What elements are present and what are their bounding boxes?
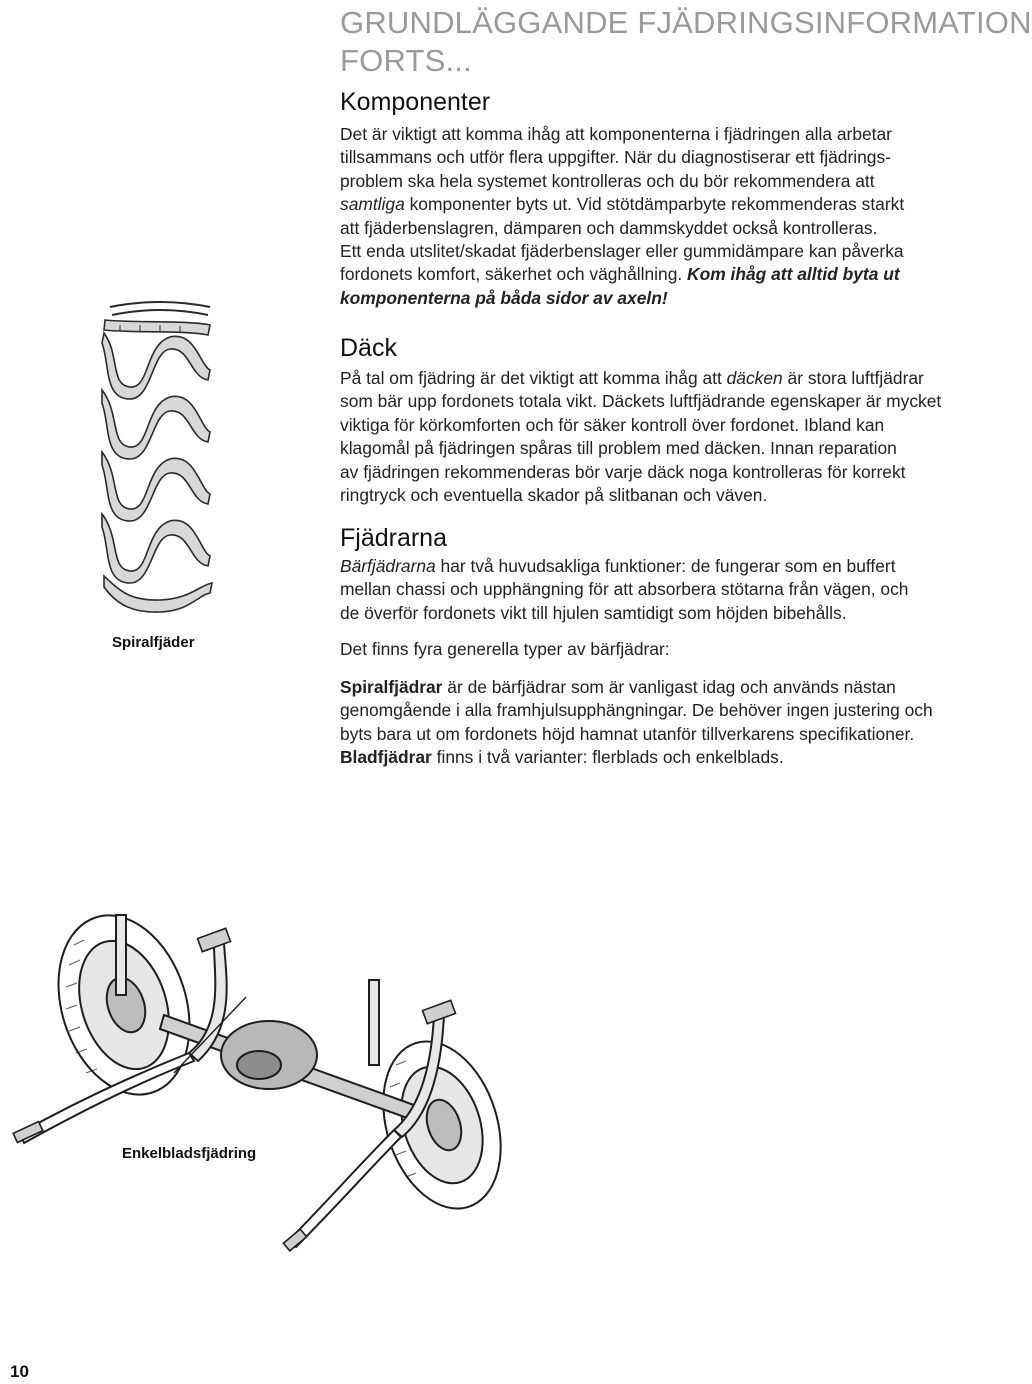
tires-line: är stora luftfjädrar bbox=[782, 368, 924, 388]
coil-spring-illustration bbox=[90, 295, 225, 620]
leaf-line: finns i två varianter: flerblads och enkelblads. bbox=[431, 747, 784, 768]
tires-heading: Däck bbox=[340, 334, 397, 362]
components-warning: Kom ihåg att alltid byta ut bbox=[687, 264, 900, 285]
tires-line: klagomål på fjädringen spåras till problem med däcken. Innan reparation bbox=[340, 438, 897, 459]
springs-line: har två huvudsakliga funktioner: de fungerar som en buffert bbox=[435, 556, 896, 576]
spring-types-intro: Det finns fyra generella typer av bärfjädrar: bbox=[340, 639, 670, 659]
tires-emphasis: däcken bbox=[726, 368, 783, 388]
components-emphasis: samtliga bbox=[340, 194, 405, 215]
tires-line: som bär upp fordonets totala vikt. Däckets luftfjädrande egenskaper är mycket bbox=[340, 391, 942, 412]
section-components bbox=[340, 86, 904, 310]
tires-line: ringtryck och eventuella skador på slitbanan och väven. bbox=[340, 485, 768, 506]
spiral-term: Spiralfjädrar bbox=[340, 677, 443, 697]
section-tires bbox=[340, 332, 941, 507]
components-line: problem ska hela systemet kontrolleras och du bör rekommendera att bbox=[340, 170, 875, 191]
components-line: fordonets komfort, säkerhet och väghållning. bbox=[340, 264, 688, 285]
springs-emphasis: Bärfjädrarna bbox=[340, 556, 436, 576]
components-line: komponenter byts ut. Vid stötdämparbyte rekommenderas starkt bbox=[404, 194, 905, 215]
components-line: tillsammans och utför flera uppgifter. När du diagnostiserar ett fjädrings- bbox=[340, 147, 891, 168]
tires-paragraph bbox=[340, 367, 941, 507]
springs-line: mellan chassi och upphängning för att absorbera stötarna från vägen, och bbox=[340, 579, 909, 600]
components-heading: Komponenter bbox=[340, 88, 491, 116]
tires-line: av fjädringen rekommenderas bör varje däck noga kontrolleras för korrekt bbox=[340, 461, 906, 482]
components-warning: komponenterna på båda sidor av axeln! bbox=[340, 287, 668, 308]
spiral-line: genomgående i alla framhjulsupphängningar. De behöver ingen justering och bbox=[340, 700, 933, 721]
spiral-line: byts bara ut om fordonets höjd hamnat utanför tillverkarens specifikationer. bbox=[340, 723, 915, 744]
components-line: Det är viktigt att komma ihåg att komponenterna i fjädringen alla arbetar bbox=[340, 124, 892, 144]
leaf-spring-caption: Enkelbladsfjädring bbox=[122, 1145, 257, 1162]
components-line: att fjäderbenslagren, dämparen och dammskyddet också kontrolleras. bbox=[340, 217, 878, 238]
coil-spring-caption: Spiralfjäder bbox=[112, 634, 195, 651]
springs-heading: Fjädrarna bbox=[340, 524, 447, 552]
spiral-line: är de bärfjädrar som är vanligast idag och används nästan bbox=[442, 677, 896, 697]
leaf-spring-axle-illustration bbox=[14, 905, 604, 1250]
page-header-line2: FORTS... bbox=[340, 43, 472, 78]
leaf-term: Bladfjädrar bbox=[340, 747, 432, 768]
tires-line: viktiga för körkomforten och för säker kontroll över fordonet. Ibland kan bbox=[340, 414, 885, 435]
page-header-line1: GRUNDLÄGGANDE FJÄDRINGSINFORMATION bbox=[340, 5, 1032, 40]
spring-types-paragraph bbox=[340, 676, 933, 770]
page-header bbox=[340, 4, 1032, 80]
springs-line: de överför fordonets vikt till hjulen samtidigt som höjden bibehålls. bbox=[340, 602, 847, 623]
springs-paragraph bbox=[340, 555, 908, 625]
components-paragraph bbox=[340, 123, 904, 310]
page-number: 10 bbox=[10, 1362, 29, 1381]
tires-line: På tal om fjädring är det viktigt att komma ihåg att bbox=[340, 368, 727, 388]
components-line: Ett enda utslitet/skadat fjäderbenslager eller gummidämpare kan påverka bbox=[340, 241, 904, 262]
section-springs bbox=[340, 522, 908, 625]
